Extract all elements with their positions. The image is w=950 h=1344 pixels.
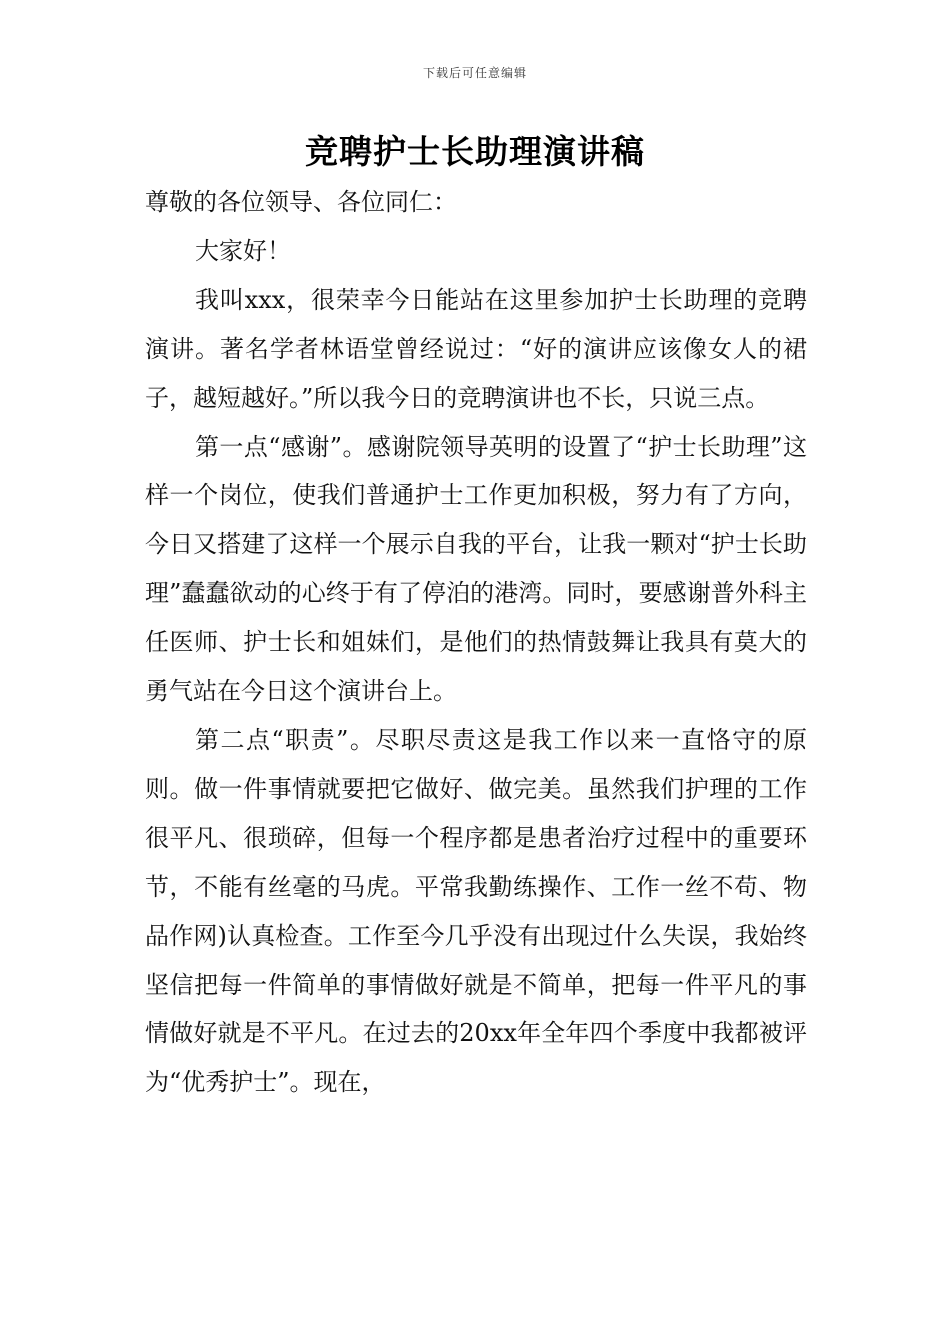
paragraph-thanks: 第一点“感谢”。感谢院领导英明的设置了“护士长助理”这样一个岗位，使我们普通护士工作更加积极，努力有了方向，今日又搭建了这样一个展示自我的平台，让我一颗对“护士长助理”蠢蠢欲动的心终于有了停泊的港湾。同时，要感谢普外科主任医师、护士长和姐妹们，是他们的热情鼓舞让我具有莫大的勇气站在今日这个演讲台上。	[145, 432, 807, 706]
document-body	[145, 178, 807, 1107]
paragraph-intro: 我叫xxx，很荣幸今日能站在这里参加护士长助理的竞聘演讲。著名学者林语堂曾经说过：“好的演讲应该像女人的裙子，越短越好。”所以我今日的竞聘演讲也不长，只说三点。	[145, 285, 807, 412]
header-note: 下载后可任意编辑	[422, 66, 527, 80]
document-title: 竞聘护士长助理演讲稿	[305, 132, 645, 171]
paragraph-duty: 第二点“职责”。尽职尽责这是我工作以来一直恪守的原则。做一件事情就要把它做好、做完美。虽然我们护理的工作很平凡、很琐碎，但每一个程序都是患者治疗过程中的重要环节，不能有丝毫的马虎。平常我勤练操作、工作一丝不苟、物品作网)认真检查。工作至今几乎没有出现过什么失误，我始终坚信把每一件简单的事情做好就是不简单，把每一件平凡的事情做好就是不平凡。在过去的20xx年全年四个季度中我都被评为“优秀护士”。现在，	[145, 725, 807, 1097]
paragraph-greeting: 大家好！	[195, 236, 291, 265]
salutation: 尊敬的各位领导、各位同仁：	[145, 188, 457, 216]
